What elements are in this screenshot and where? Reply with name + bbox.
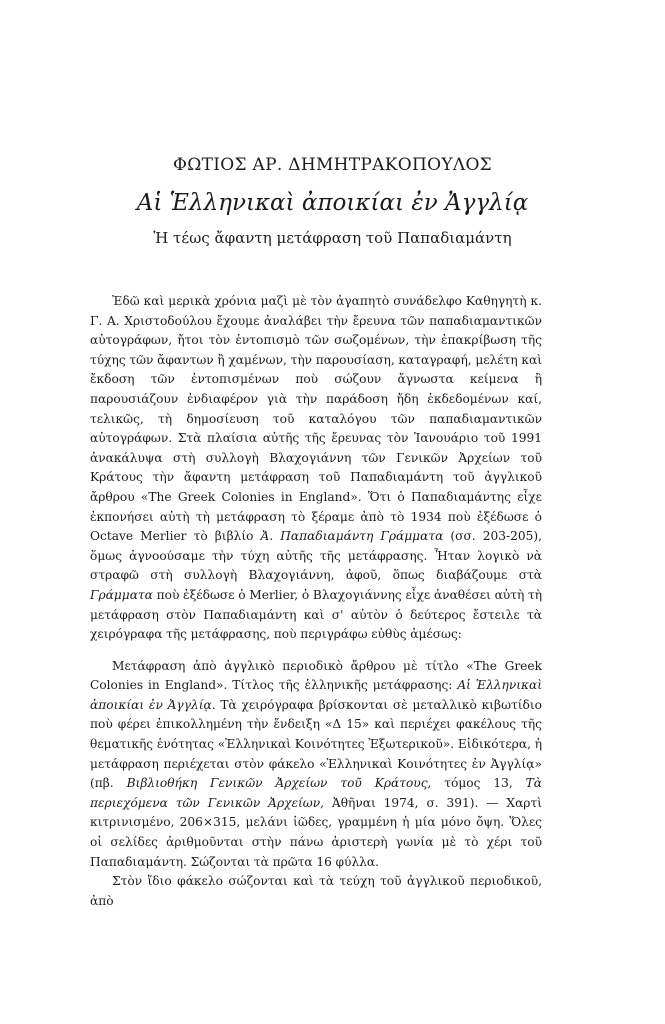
article-title: Αἱ Ἑλληνικαὶ ἀποικίαι ἐν Ἀγγλίᾳ (136, 190, 529, 216)
author-name: ΦΩΤΙΟΣ ΑΡ. ΔΗΜΗΤΡΑΚΟΠΟΥΛΟΣ (172, 155, 492, 175)
reference-title-italic: Τὰ περιεχόμενα τῶν Γενικῶν Ἀρχείων (90, 776, 542, 810)
article-body (90, 292, 542, 911)
book-title-italic: Γράμματα (90, 587, 153, 602)
book-title-italic: Ἀ. Παπαδιαμάντη Γράμματα (260, 529, 444, 544)
paragraph-text: , Ἀθῆναι 1974, σ. 391). — Χαρτὶ κιτρινισμένο, 206×315, μελάνι ἰῶδες, γραμμένη ἡ μία μόνο ὄψη. Ὅλες οἱ σελίδες ἀριθμοῦνται στὴν πάνω ἀριστερὴ γωνία μὲ τὸ χέρι τοῦ Παπαδιαμάντη. Σώζονται τὰ πρῶτα 16 φύλλα. (90, 795, 542, 869)
paragraph-text: Στὸν ἴδιο φάκελο σώζονται καὶ τὰ τεύχη τοῦ ἀγγλικοῦ περιοδικοῦ, ἀπὸ (90, 874, 542, 908)
translation-title-italic: Αἱ Ἑλληνικαὶ ἀποικίαι ἐν Ἀγγλίᾳ (90, 678, 543, 712)
paragraph-2 (90, 657, 542, 873)
paragraph-text: (σσ. 203-205), ὅμως ἀγνοούσαμε τὴν τύχη αὐτῆς τῆς μετάφρασης. Ἦταν λογικὸ νὰ στραφῶ στὴ συλλογὴ Βλαχογιάννη, ἀφοῦ, ὅπως διαβάζουμε στὰ (90, 529, 543, 583)
paragraph-3 (90, 872, 542, 911)
paragraph-text: ποὺ ἐξέδωσε ὁ Merlier, ὁ Βλαχογιάννης εἶχε ἀναθέσει αὐτὴ τὴ μετάφραση στὸν Παπαδιαμάντη καὶ σ' αὐτὸν ὁ δεύτερος ἔστειλε τὰ χειρόγραφα τῆς μετάφρασης, ποὺ περιγράφω εὐθὺς ἀμέσως: (90, 587, 542, 642)
article-subtitle: Ἡ τέως ἄφαντη μετάφραση τοῦ Παπαδιαμάντη (153, 229, 512, 247)
paragraph-1 (90, 292, 542, 645)
paragraph-text: Ἐδῶ καὶ μερικὰ χρόνια μαζὶ μὲ τὸν ἀγαπητὸ συνάδελφο Καθηγητὴ κ. Γ. Α. Χριστοδούλου ἔχουμε ἀναλάβει τὴν ἔρευνα τῶν παπαδιαμαντικῶν αὐτογράφων, ἤτοι τὸν ἐντοπισμὸ τῶν σωζομένων, τὴν ἐπακρίβωση τῆς τύχης τῶν ἄφαντων ἢ χαμένων, τὴν παρουσίαση, καταγραφή, μελέτη καὶ ἔκδοση τῶν ἐντοπισμένων ποὺ σώζουν ἄγνωστα κείμενα ἢ παρουσιάζουν ἐνδιαφέρον γιὰ τὴν παράδοση ἤδη ἐκδεδομένων καί, τελικῶς, τὴ δημοσίευση τοῦ καταλόγου τῶν παπαδιαμαντικῶν αὐτογράφων. Στὰ πλαίσια αὐτῆς τῆς ἔρευνας τὸν Ἰανουάριο τοῦ 1991 ἀνακάλυψα στὴ συλλογὴ Βλαχογιάννη τῶν Γενικῶν Ἀρχείων τοῦ Κράτους τὴν ἄφαντη μετάφραση τοῦ Παπαδιαμάντη τοῦ ἀγγλικοῦ ἄρθρου «The Greek Colonies in England». Ὅτι ὁ Παπαδιαμάντης εἶχε ἐκπονήσει αὐτὴ τὴ μετάφραση τὸ ξέραμε ἀπὸ τὸ 1934 ποὺ ἐξέδωσε ὁ Octave Merlier τὸ βιβλίο (90, 294, 542, 544)
reference-title-italic: Βιβλιοθήκη Γενικῶν Ἀρχείων τοῦ Κράτους (126, 776, 428, 791)
paragraph-text: Μετάφραση ἀπὸ ἀγγλικὸ περιοδικὸ ἄρθρου μὲ τίτλο «The Greek Colonies in England». Τίτλος τῆς ἑλληνικῆς μετάφρασης: (90, 658, 542, 693)
paragraph-text: , τόμος 13, (427, 776, 526, 791)
paragraph-text: . Τὰ χειρόγραφα βρίσκονται σὲ μεταλλικὸ κιβωτίδιο ποὺ φέρει ἐπικολλημένη τὴν ἔνδειξη «Δ 15» καὶ περιέχει φακέλους τῆς θεματικῆς ἑνότητας «Ἑλληνικαὶ Κοινότητες Ἐξωτερικοῦ». Εἰδικότερα, ἡ μετάφραση περιέχεται στὸν φάκελο «Ἑλληνικαὶ Κοινότητες ἐν Ἀγγλίᾳ» (πβ. (90, 697, 542, 791)
